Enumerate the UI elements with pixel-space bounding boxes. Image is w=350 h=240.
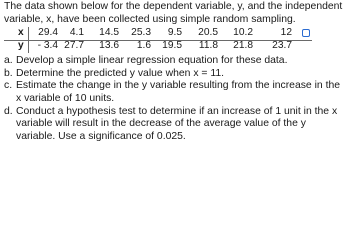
question-letter: c. <box>4 80 13 92</box>
data-table <box>4 27 348 54</box>
x-cell: 12 <box>280 27 292 39</box>
y-cell: 19.5 <box>162 40 182 52</box>
y-cell: - 3.4 <box>37 40 58 52</box>
question-letter: b. <box>4 67 13 79</box>
x-cell: 29.4 <box>38 27 58 39</box>
x-cell: 14.5 <box>99 27 119 39</box>
question-text: Develop a simple linear regression equation for these data. <box>16 55 288 67</box>
question-list <box>4 55 348 143</box>
question-item <box>4 106 348 144</box>
question-letter: a. <box>4 55 13 67</box>
question-item <box>4 55 348 68</box>
y-label: y <box>18 40 24 52</box>
x-cell: 10.2 <box>233 27 253 39</box>
question-item <box>4 80 348 105</box>
copy-data-icon[interactable] <box>302 29 310 37</box>
question-text: Conduct a hypothesis test to determine if an increase of 1 unit in the x variable will result in the decrease of the average value of the y variable. Use a significance of 0.025. <box>16 105 338 142</box>
question-text: Determine the predicted y value when x = 11. <box>16 67 225 79</box>
x-cell: 20.5 <box>198 27 218 39</box>
question-letter: d. <box>4 105 13 117</box>
x-cell: 25.3 <box>131 27 151 39</box>
question-text: Estimate the change in the y variable resulting from the increase in the x variable of 10 units. <box>16 80 341 104</box>
y-cell: 1.6 <box>136 40 151 52</box>
y-cell: 21.8 <box>233 40 253 52</box>
y-cell: 11.8 <box>198 40 218 52</box>
y-cell: 13.6 <box>99 40 119 52</box>
problem-intro: The data shown below for the dependent variable, y, and the independent variable, x, have been collected using simple random sampling. <box>4 1 343 25</box>
x-label: x <box>18 27 24 39</box>
x-cell: 9.5 <box>167 27 182 39</box>
problem-container <box>4 1 348 143</box>
y-cell: 27.7 <box>64 40 84 52</box>
x-cell: 4.1 <box>69 27 84 39</box>
y-cell: 23.7 <box>272 40 292 52</box>
question-item <box>4 68 348 81</box>
